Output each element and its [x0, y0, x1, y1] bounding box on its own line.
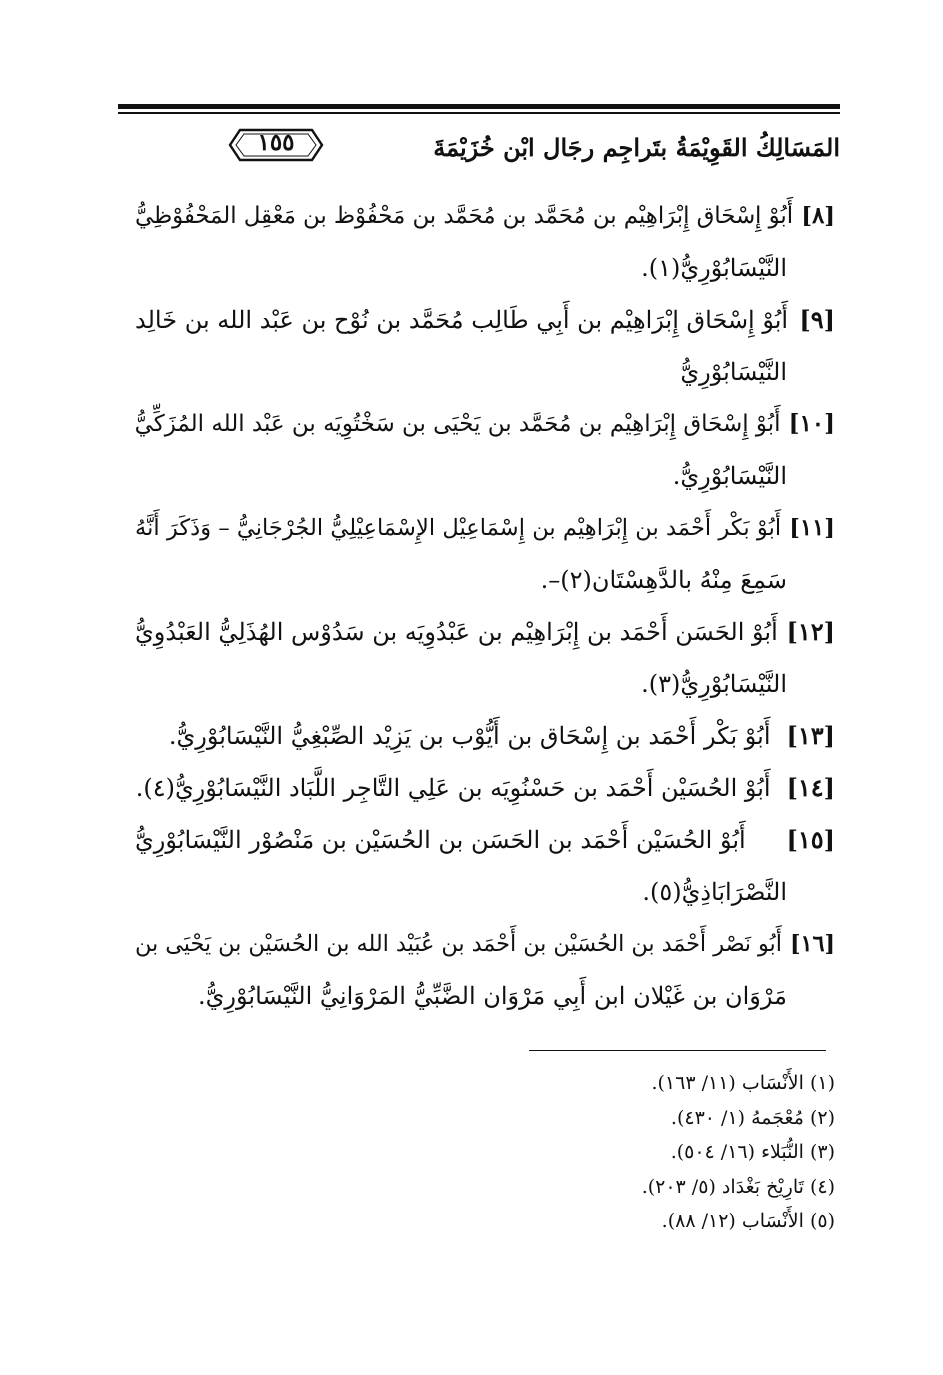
entry-continuation: النَّيْسَابُوْرِيُّ [680, 358, 787, 386]
entry-number: [١٢] [786, 617, 835, 646]
entry-number: [٨] [801, 203, 835, 229]
entry-16 [135, 918, 835, 1022]
entry-12 [135, 606, 835, 710]
entry-number: [١٠] [788, 410, 835, 437]
page-number-badge [228, 126, 324, 164]
entry-8 [135, 190, 835, 294]
entry-text: أَبُوْ الحُسَيْن أَحْمَد بن حَسْنُوِيَه بن عَلِي التَّاجِر اللَّبَاد النَّيْسَابُوْرِيُّ(٤). [135, 774, 771, 802]
entry-text: أَبُوْ بَكْر أَحْمَد بن إِسْحَاق بن أَيُّوْب بن يَزِيْد الصِّبْغِيُّ النَّيْسَابُوْرِيُّ. [168, 722, 771, 750]
entry-number: [١٤] [786, 774, 835, 802]
entry-number: [٩] [799, 305, 835, 334]
entry-13 [135, 710, 835, 762]
entry-continuation: مَرْوَان بن غَيْلان ابن أَبِي مَرْوَان الضَّبِّيُّ المَرْوَانِيُّ النَّيْسَابُوْرِيُّ. [198, 982, 787, 1010]
entry-continuation: سَمِعَ مِنْهُ بالدَّهِسْتَان(٢)–. [540, 566, 787, 594]
entry-text: أَبُوْ بَكْر أَحْمَد بن إِبْرَاهِيْم بن إِسْمَاعِيْل الإِسْمَاعِيْلِيُّ الجُرْجَانِيُّ – وَذَكَرَ أَنَّهُ [135, 515, 782, 541]
entry-number: [١١] [789, 515, 835, 541]
entry-11 [135, 502, 835, 606]
entry-text: أَبُوْ الحُسَيْن أَحْمَد بن الحَسَن بن الحُسَيْن بن مَنْصُوْر النَّيْسَابُوْرِيُّ [135, 826, 746, 854]
page-number: ١٥٥ [257, 129, 295, 156]
entry-text: أَبُوْ إِسْحَاق إِبْرَاهِيْم بن أَبِي طَالِب مُحَمَّد بن نُوْح بن عَبْد الله بن خَالِد [135, 306, 789, 334]
entry-number: [١٦] [789, 931, 835, 957]
running-title: المَسَالِكُ القَوِيْمَةُ بتَراجِم رجَال ابْن خُزَيْمَةَ [433, 133, 840, 162]
entry-continuation: النَّصْرَابَاذِيُّ(٥). [642, 878, 787, 906]
footnote-5: (٥) الأَنْسَاب (١٢/ ٨٨). [661, 1210, 835, 1232]
entry-number: [١٥] [786, 825, 835, 854]
footnote-1: (١) الأَنْسَاب (١١/ ١٦٣). [651, 1072, 835, 1094]
entry-text: أَبُوْ إِسْحَاق إِبْرَاهِيْم بن مُحَمَّد بن مُحَمَّد بن مَحْفُوْظ بن مَعْقِل المَحْفُوْظِيُّ [135, 203, 794, 229]
entry-continuation: النَّيْسَابُوْرِيُّ(٣). [641, 670, 787, 698]
entry-continuation: النَّيْسَابُوْرِيُّ. [672, 462, 787, 490]
header-rule-thin [118, 112, 840, 114]
entry-text: أَبُوْ الحَسَن أَحْمَد بن إِبْرَاهِيْم بن عَبْدُوِيَه بن سَدُوْس الهُذَلِيُّ العَبْدُوِيُّ [135, 618, 778, 646]
footnote-4: (٤) تَارِيْخ بَغْدَاد (٥/ ٢٠٣). [641, 1175, 835, 1198]
entry-number: [١٣] [786, 721, 835, 750]
entry-text: أَبُو نَصْر أَحْمَد بن الحُسَيْن بن أَحْمَد بن عُبَيْد الله بن الحُسَيْن بن يَحْيَى بن [135, 931, 782, 957]
entry-9 [135, 294, 835, 398]
entry-text: أَبُوْ إِسْحَاق إِبْرَاهِيْم بن مُحَمَّد بن يَحْيَى بن سَخْتُوِيَه بن عَبْد الله المُزَكِّيُّ [134, 411, 781, 437]
entry-14 [135, 762, 835, 814]
header-rule-thick [118, 104, 840, 109]
entries-list [135, 190, 835, 1022]
footnotes [335, 1066, 835, 1239]
entry-continuation: النَّيْسَابُوْرِيُّ(١). [641, 254, 787, 282]
entry-15 [135, 814, 835, 918]
footnote-2: (٢) مُعْجَمهُ (١/ ٤٣٠). [670, 1106, 835, 1129]
footnote-separator [529, 1050, 826, 1051]
footnote-3: (٣) النُّبَلاء (١٦/ ٥٠٤). [670, 1141, 835, 1163]
entry-10 [135, 398, 835, 502]
